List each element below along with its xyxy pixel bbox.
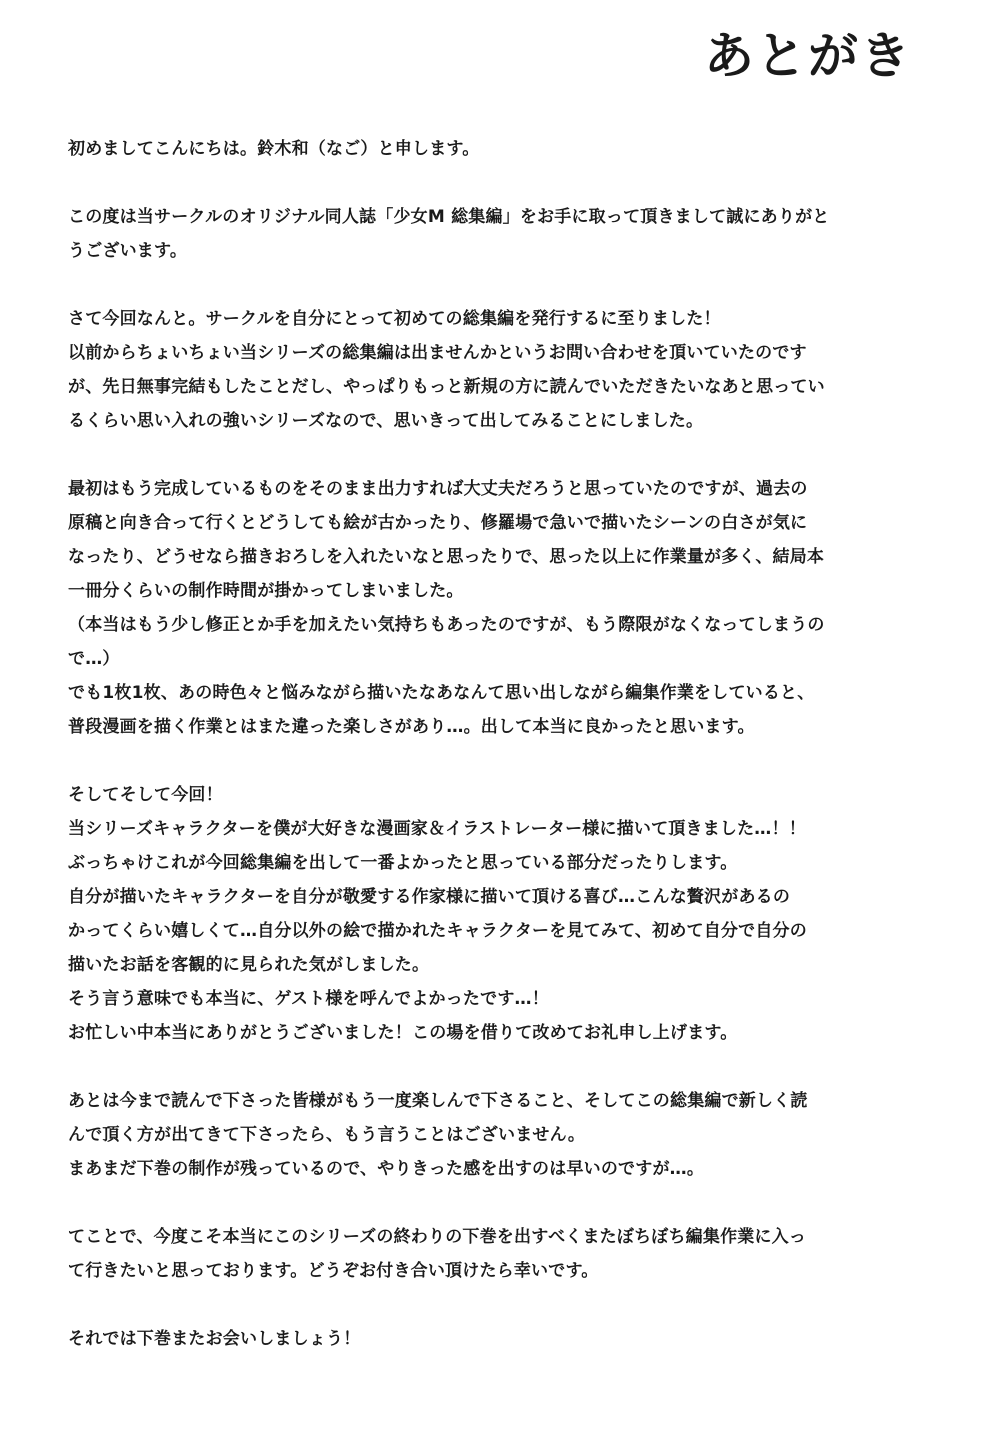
paragraph <box>68 132 938 166</box>
text-line: この度は当サークルのオリジナル同人誌「少女M 総集編」をお手に取って頂きまして誠にありがと <box>68 207 830 227</box>
text-line: 当シリーズキャラクターを僕が大好きな漫画家＆イラストレーター様に描いて頂きました…！！ <box>68 819 806 839</box>
text-line: さて今回なんと。サークルを自分にとって初めての総集編を発行するに至りました！ <box>68 309 721 329</box>
text-line: 初めましてこんにちは。鈴木和（なご）と申します。 <box>68 139 480 159</box>
paragraph <box>68 1084 938 1186</box>
text-line: なったり、どうせなら描きおろしを入れたいなと思ったりで、思った以上に作業量が多く、結局本 <box>68 547 825 567</box>
paragraph <box>68 302 938 438</box>
text-line: ぶっちゃけこれが今回総集編を出して一番よかったと思っている部分だったりします。 <box>68 853 738 873</box>
afterword-body <box>68 132 938 1390</box>
text-line: そう言う意味でも本当に、ゲスト様を呼んでよかったです…！ <box>68 989 549 1009</box>
paragraph <box>68 778 938 1050</box>
text-line: （本当はもう少し修正とか手を加えたい気持ちもあったのですが、もう際限がなくなってしまうの <box>68 615 825 635</box>
text-line: 以前からちょいちょい当シリーズの総集編は出ませんかというお問い合わせを頂いていたのです <box>68 343 807 363</box>
text-line: あとは今まで読んで下さった皆様がもう一度楽しんで下さること、そしてこの総集編で新しく読 <box>68 1091 808 1111</box>
paragraph <box>68 1322 938 1356</box>
text-line: 普段漫画を描く作業とはまた違った楽しさがあり…。出して本当に良かったと思います。 <box>68 717 755 737</box>
text-line: 原稿と向き合って行くとどうしても絵が古かったり、修羅場で急いで描いたシーンの白さが気に <box>68 513 808 533</box>
text-line: てことで、今度こそ本当にこのシリーズの終わりの下巻を出すべくまたぼちぼち編集作業に入っ <box>68 1227 807 1247</box>
paragraph <box>68 1220 938 1288</box>
paragraph <box>68 200 938 268</box>
text-line: るくらい思い入れの強いシリーズなので、思いきって出してみることにしました。 <box>68 411 704 431</box>
text-line: で…） <box>68 649 120 669</box>
text-line: うございます。 <box>68 241 188 261</box>
text-line: 描いたお話を客観的に見られた気がしました。 <box>68 955 430 975</box>
text-line: そしてそして今回！ <box>68 785 223 805</box>
text-line: 最初はもう完成しているものをそのまま出力すれば大丈夫だろうと思っていたのですが、過去の <box>68 479 808 499</box>
text-line: 自分が描いたキャラクターを自分が敬愛する作家様に描いて頂ける喜び…こんな贅沢があるの <box>68 887 791 907</box>
text-line: でも1枚1枚、あの時色々と悩みながら描いたなあなんて思い出しながら編集作業をしていると、 <box>68 683 815 703</box>
text-line: まあまだ下巻の制作が残っているので、やりきった感を出すのは早いのですが…。 <box>68 1159 705 1179</box>
text-line: んで頂く方が出てきて下さったら、もう言うことはございません。 <box>68 1125 586 1145</box>
text-line: かってくらい嬉しくて…自分以外の絵で描かれたキャラクターを見てみて、初めて自分で自分の <box>68 921 807 941</box>
text-line: が、先日無事完結もしたことだし、やっぱりもっと新規の方に読んでいただきたいなあと思ってい <box>68 377 825 397</box>
paragraph <box>68 472 938 744</box>
text-line: お忙しい中本当にありがとうございました！この場を借りて改めてお礼申し上げます。 <box>68 1023 738 1043</box>
text-line: 一冊分くらいの制作時間が掛かってしまいました。 <box>68 581 464 601</box>
text-line: て行きたいと思っております。どうぞお付き合い頂けたら幸いです。 <box>68 1261 599 1281</box>
page-title: あとがき <box>704 27 912 85</box>
text-line: それでは下巻またお会いしましょう！ <box>68 1329 361 1349</box>
